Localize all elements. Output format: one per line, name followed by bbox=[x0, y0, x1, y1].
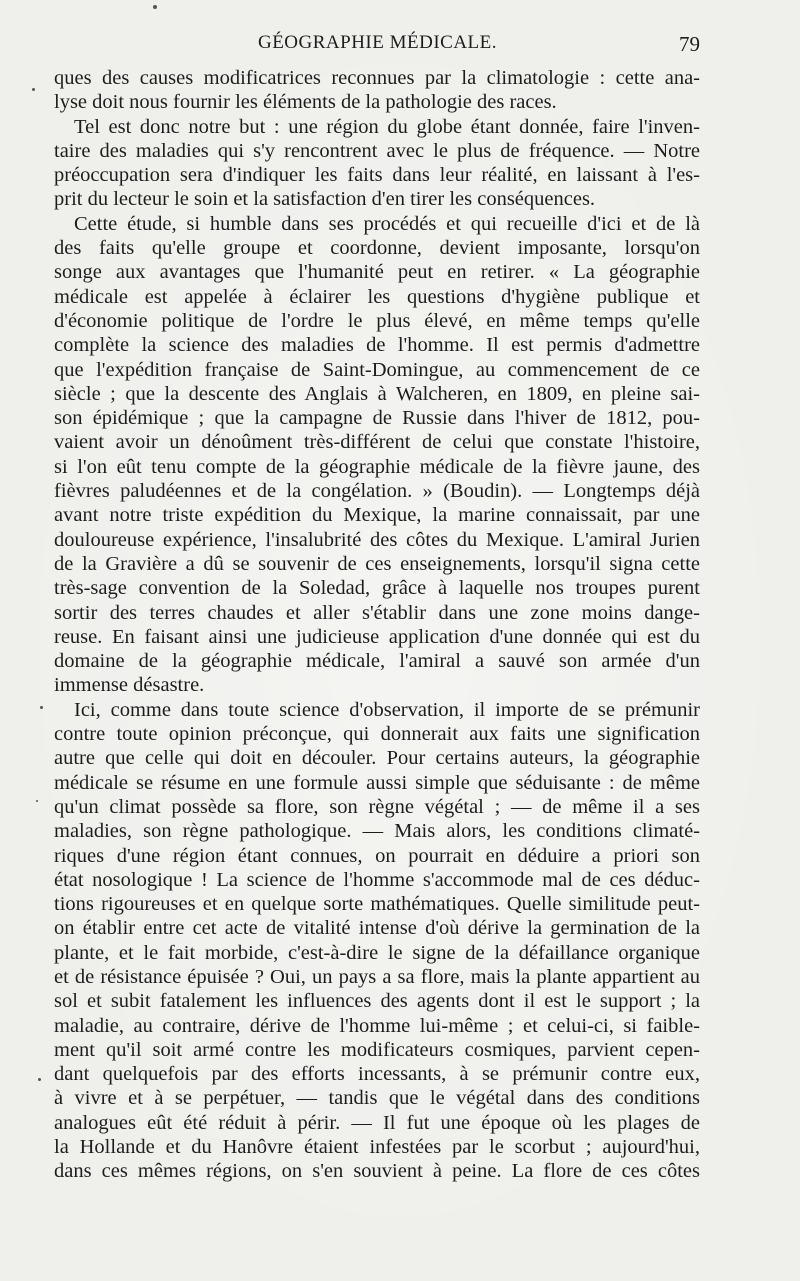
text-line: analogues eût été réduit à périr. — Il fut une époque où les plages de bbox=[54, 1111, 700, 1134]
text-line: médicale est appelée à éclairer les questions d'hygiène publique et bbox=[54, 285, 700, 308]
text-line: maladie, au contraire, dérive de l'homme lui-même ; et celui-ci, si faible- bbox=[54, 1014, 700, 1037]
text-line: dant quelquefois par des efforts incessants, à se prémunir contre eux, bbox=[54, 1063, 700, 1086]
text-line: que l'expédition française de Saint-Domingue, au commencement de ce bbox=[54, 358, 700, 381]
text-line: ment qu'il soit armé contre les modificateurs cosmiques, parvient cepen- bbox=[54, 1038, 700, 1061]
text-line: plante, et le fait morbide, c'est-à-dire le signe de la défaillance organique bbox=[54, 941, 700, 964]
text-line: dans ces mêmes régions, on s'en souvient à peine. La flore de ces côtes bbox=[54, 1160, 700, 1183]
print-speck bbox=[36, 800, 38, 802]
text-line: fièvres paludéennes et de la congélation. » (Boudin). — Longtemps déjà bbox=[54, 480, 700, 503]
text-line: complète la science des maladies de l'homme. Il est permis d'admettre bbox=[54, 334, 700, 357]
text-line: songe aux avantages que l'humanité peut en retirer. « La géographie bbox=[54, 261, 700, 284]
text-line: Ici, comme dans toute science d'observation, il importe de se prémunir bbox=[74, 698, 700, 721]
text-line: immense désastre. bbox=[54, 674, 205, 697]
text-line: autre que celle qui doit en découler. Pour certains auteurs, la géographie bbox=[54, 747, 700, 770]
page-number: 79 bbox=[679, 32, 700, 56]
print-speck bbox=[38, 1078, 41, 1081]
text-line: médicale se résume en une formule aussi simple que séduisante : de même bbox=[54, 771, 700, 794]
text-line: Tel est donc notre but : une région du globe étant donnée, faire l'inven- bbox=[74, 115, 700, 138]
running-title: GÉOGRAPHIE MÉDICALE. bbox=[257, 32, 498, 53]
text-line: tions rigoureuses et en quelque sorte mathématiques. Quelle similitude peut- bbox=[54, 893, 700, 916]
text-line: reuse. En faisant ainsi une judicieuse application d'une donnée qui est du bbox=[54, 625, 700, 648]
print-speck bbox=[153, 5, 157, 9]
text-line: lyse doit nous fournir les éléments de la pathologie des races. bbox=[54, 91, 557, 114]
text-line: la Hollande et du Hanôvre étaient infestées par le scorbut ; aujourd'hui, bbox=[54, 1136, 700, 1159]
text-line: siècle ; que la descente des Anglais à Walcheren, en 1809, en pleine sai- bbox=[54, 382, 700, 405]
text-line: à vivre et à se perpétuer, — tandis que le végétal dans des conditions bbox=[54, 1087, 700, 1110]
text-line: riques d'une région étant connues, on pourrait en déduire a priori son bbox=[54, 844, 700, 867]
text-line: de la Gravière a dû se souvenir de ces enseignements, lorsqu'il signa cette bbox=[54, 552, 700, 575]
text-line: des faits qu'elle groupe et coordonne, devient imposante, lorsqu'on bbox=[54, 237, 700, 260]
text-line: son épidémique ; que la campagne de Russie dans l'hiver de 1812, pou- bbox=[54, 407, 700, 430]
text-line: très-sage convention de la Soledad, grâce à laquelle nos troupes purent bbox=[54, 577, 700, 600]
text-line: et de résistance épuisée ? Oui, un pays a sa flore, mais la plante appartient au bbox=[54, 965, 700, 988]
body-text bbox=[54, 66, 700, 1184]
text-line: qu'un climat possède sa flore, son règne végétal ; — de même il a ses bbox=[54, 795, 700, 818]
print-speck bbox=[40, 706, 43, 709]
text-line: si l'on eût tenu compte de la géographie médicale de la fièvre jaune, des bbox=[54, 455, 700, 478]
text-line: préoccupation sera d'indiquer les faits dans leur réalité, en laissant à l'es- bbox=[54, 164, 700, 187]
print-speck bbox=[32, 88, 35, 91]
text-line: maladies, son règne pathologique. — Mais alors, les conditions climaté- bbox=[54, 820, 700, 843]
text-line: sol et subit fatalement les influences des agents dont il est le support ; la bbox=[54, 990, 700, 1013]
text-line: prit du lecteur le soin et la satisfaction d'en tirer les conséquences. bbox=[54, 188, 596, 211]
text-line: état nosologique ! La science de l'homme s'accommode mal de ces déduc- bbox=[54, 868, 700, 891]
text-line: ques des causes modificatrices reconnues par la climatologie : cette ana- bbox=[54, 67, 700, 89]
text-line: d'économie politique de l'ordre le plus élevé, en même temps qu'elle bbox=[54, 309, 700, 332]
text-line: vaient avoir un dénoûment très-différent de celui que constate l'histoire, bbox=[54, 431, 700, 454]
text-line: on établir entre cet acte de vitalité intense d'où dérive la germination de la bbox=[54, 917, 700, 940]
text-line: taire des maladies qui s'y rencontrent avec le plus de fréquence. — Notre bbox=[54, 139, 700, 162]
text-line: sortir des terres chaudes et aller s'établir dans une zone moins dange- bbox=[54, 601, 700, 624]
text-line: domaine de la géographie médicale, l'amiral a sauvé son armée d'un bbox=[54, 650, 700, 673]
text-line: Cette étude, si humble dans ses procédés et qui recueille d'ici et de là bbox=[74, 212, 700, 235]
running-head bbox=[55, 30, 700, 60]
text-line: avant notre triste expédition du Mexique, la marine connaissait, par une bbox=[54, 504, 700, 527]
text-line: contre toute opinion préconçue, qui donnerait aux faits une signification bbox=[54, 723, 700, 746]
text-line: douloureuse expérience, l'insalubrité des côtes du Mexique. L'amiral Jurien bbox=[54, 528, 700, 551]
